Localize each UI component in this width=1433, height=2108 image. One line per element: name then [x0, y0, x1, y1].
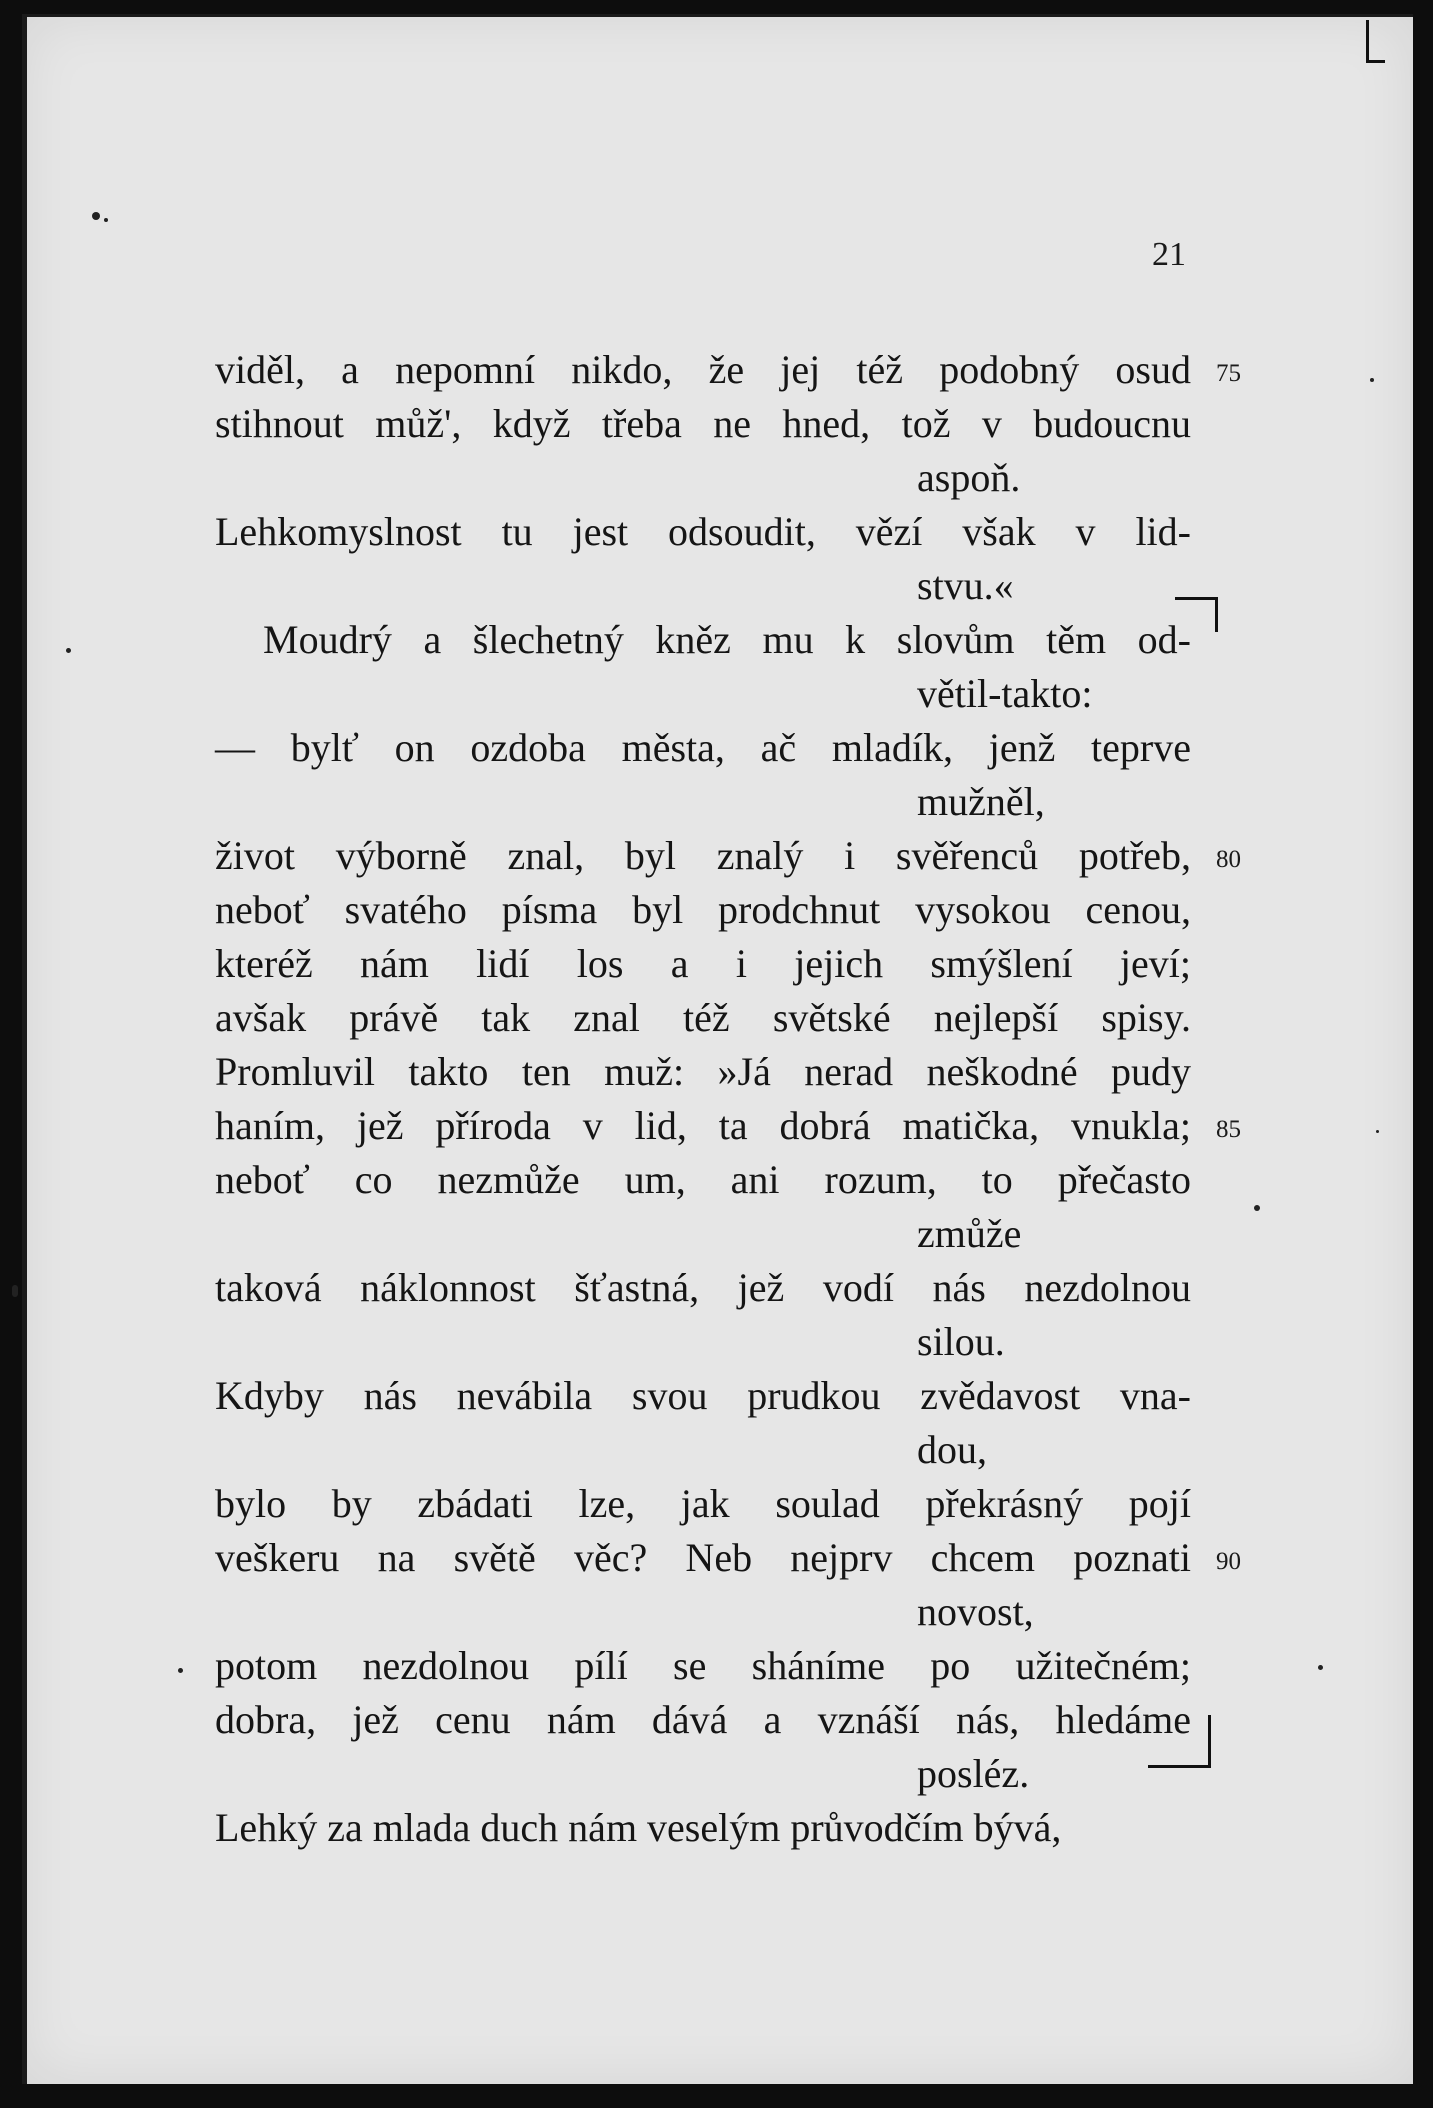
scan-speck	[1370, 378, 1374, 382]
binding-edge-mark	[1366, 20, 1385, 63]
text-line: veškeru na světě věc? Neb nejprv chcem poznati	[215, 1535, 1191, 1580]
text-line: potom nezdolnou pílí se sháníme po užitečném;	[215, 1643, 1191, 1688]
text-line: Lehkomyslnost tu jest odsoudit, vězí však v lid-	[215, 509, 1191, 554]
text-line-continuation: silou.	[917, 1319, 1005, 1364]
text-line: Kdyby nás nevábila svou prudkou zvědavost vna-	[215, 1373, 1191, 1418]
top-page-edge	[22, 14, 1413, 17]
text-line-continuation: zmůže	[917, 1211, 1022, 1256]
text-line: život výborně znal, byl znalý i svěřenců potřeb,	[215, 833, 1191, 878]
text-line-indented: Moudrý a šlechetný kněz mu k slovům těm od-	[263, 617, 1191, 662]
text-line-continuation: novost,	[917, 1589, 1034, 1634]
line-number: 80	[1216, 846, 1241, 873]
text-line: Lehký za mlada duch nám veselým průvodčím bývá,	[215, 1805, 1062, 1850]
text-line-continuation: stvu.«	[917, 563, 1014, 608]
scan-speck	[1318, 1665, 1323, 1670]
text-line-continuation: větil-takto:	[917, 671, 1093, 716]
pencil-bracket-mark	[1148, 1715, 1211, 1768]
text-line: stihnout můž', když třeba ne hned, tož v budoucnu	[215, 401, 1191, 446]
text-line-continuation: posléz.	[917, 1751, 1030, 1796]
text-line-continuation: aspoň.	[917, 455, 1021, 500]
text-line: viděl, a nepomní nikdo, že jej též podobný osud	[215, 347, 1191, 392]
line-number: 85	[1216, 1116, 1241, 1143]
text-line: neboť co nezmůže um, ani rozum, to přečasto	[215, 1157, 1191, 1202]
scan-speck	[104, 218, 108, 222]
scan-speck	[12, 1285, 18, 1297]
text-line: kteréž nám lidí los a i jejich smýšlení jeví;	[215, 941, 1191, 986]
scan-speck	[1376, 1130, 1379, 1133]
text-line: haním, jež příroda v lid, ta dobrá matička, vnukla;	[215, 1103, 1191, 1148]
scan-speck	[1254, 1205, 1260, 1211]
text-line: dobra, jež cenu nám dává a vznáší nás, hledáme	[215, 1697, 1191, 1742]
text-line: neboť svatého písma byl prodchnut vysokou cenou,	[215, 887, 1191, 932]
pencil-bracket-mark	[1175, 597, 1218, 632]
scan-speck	[92, 212, 100, 220]
text-line: avšak právě tak znal též světské nejlepší spisy.	[215, 995, 1191, 1040]
page-number: 21	[1152, 236, 1186, 273]
line-number: 75	[1216, 360, 1241, 387]
text-line: bylo by zbádati lze, jak soulad překrásný pojí	[215, 1481, 1191, 1526]
text-line: Promluvil takto ten muž: »Já nerad neškodné pudy	[215, 1049, 1191, 1094]
scan-speck	[66, 648, 71, 653]
scan-speck	[178, 1668, 183, 1673]
text-line: taková náklonnost šťastná, jež vodí nás nezdolnou	[215, 1265, 1191, 1310]
text-line-continuation: dou,	[917, 1427, 987, 1472]
text-line-continuation: mužněl,	[917, 779, 1045, 824]
text-line: — bylť on ozdoba města, ač mladík, jenž teprve	[215, 725, 1191, 770]
line-number: 90	[1216, 1548, 1241, 1575]
left-page-edge	[22, 14, 27, 2084]
